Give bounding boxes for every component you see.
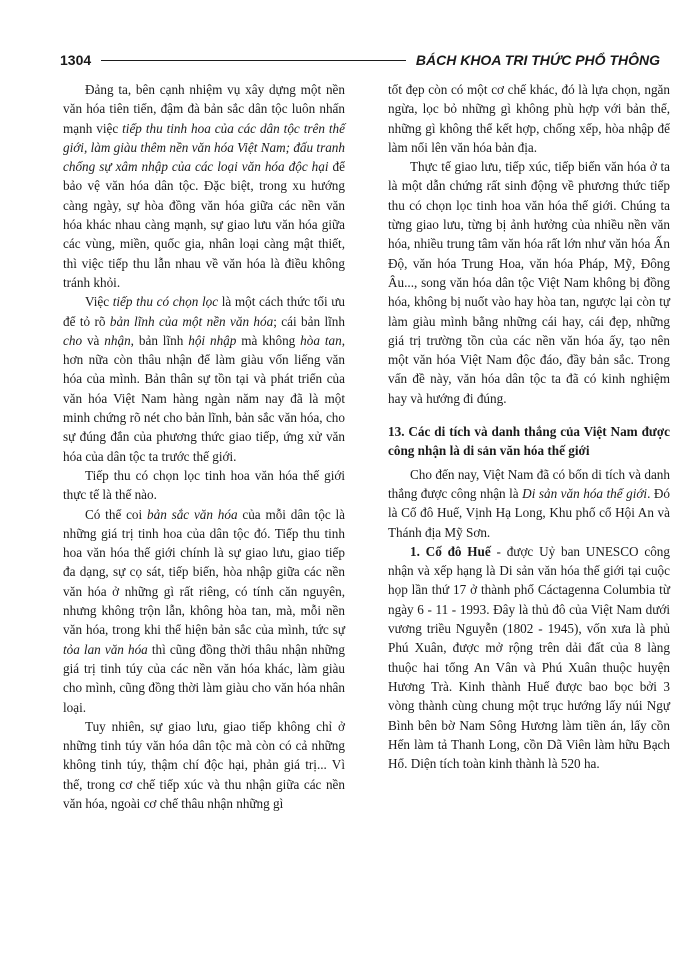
paragraph: Việc tiếp thu có chọn lọc là một cách thức tối ưu để tỏ rõ bản lĩnh của một nền văn hóa; cái bản lĩnh cho và nhận, bản lĩnh hội nhập mà không hòa tan, hơn nữa còn thâu nhận để làm giàu vốn liếng văn hóa của mình. Bản thân sự tồn tại và phát triển của văn hóa Việt Nam hàng ngàn năm nay đã là một minh chứng rõ nét cho bản lĩnh, bản sắc văn hóa, cho sự đúng đắn của phương thức giao tiếp, ứng xử văn hóa của dân tộc ta trước thế giới.: [63, 294, 345, 464]
paragraph: Đảng ta, bên cạnh nhiệm vụ xây dựng một nền văn hóa tiên tiến, đậm đà bản sắc dân tộc luôn nhấn mạnh việc tiếp thu tinh hoa của các dân tộc trên thế giới, làm giàu thêm nền văn hóa Việt Nam; đấu tranh chống sự xâm nhập của các loại văn hóa độc hại để bảo vệ văn hóa dân tộc. Đặc biệt, trong xu hướng càng ngày, sự hòa đồng văn hóa giữa các nền văn hóa khác nhau càng mạnh, sự giao lưu văn hóa giữa các vùng, miền, quốc gia, nhân loại càng mật thiết, thì việc tiếp thu lẫn nhau về văn hóa là điều không tránh khỏi.: [63, 82, 345, 290]
paragraph: Thực tế giao lưu, tiếp xúc, tiếp biến văn hóa ở ta là một dẫn chứng rất sinh động về phương thức tiếp thu có chọn lọc tinh hoa văn hóa thế giới. Chúng ta từng giao lưu, từng bị ảnh hưởng của nhiều nền văn hóa, nhiều trung tâm văn hóa rất lớn như văn hóa Ấn Độ, văn hóa Trung Hoa, văn hóa Pháp, Mỹ, Đông Âu..., song văn hóa dân tộc Việt Nam không bị đồng hóa, không bị nuốt vào hay hòa tan, ngược lại còn tự làm giàu mình bằng những cái hay, cái đẹp, những giá trị trường tồn của các nền văn hóa ấy, tạo nên một văn hóa Việt Nam độc đáo, đầy bản sắc. Trong vấn đề này, văn hóa dân tộc ta đã có kinh nghiệm hay và hướng đi đúng.: [388, 159, 670, 406]
section-heading: 13. Các di tích và danh thắng của Việt Nam được công nhận là di sản văn hóa thế giới: [388, 424, 670, 459]
paragraph: Có thể coi bản sắc văn hóa của mỗi dân tộc là những giá trị tinh hoa của dân tộc đó. Tiếp thu tinh hoa văn hóa thế giới chính là sự giao lưu, giao tiếp đa dạng, sự cọ sát, tiếp biến, hòa nhập giữa các nền văn hóa ở những gì rất riêng, có tính căn nguyên, nhưng không trộn lẫn, không hòa tan, mà, mỗi nền văn hóa, trong khi thể hiện bản sắc của mình, tức sự tỏa lan văn hóa thì cũng đồng thời thâu nhận những giá trị tinh túy của các nền văn hóa khác, làm giàu cho mình, cũng đồng thời làm giàu cho văn hóa nhân loại.: [63, 506, 346, 715]
page-number: 1304: [60, 52, 92, 68]
page-header: [60, 50, 660, 70]
paragraph: Tiếp thu có chọn lọc tinh hoa văn hóa thế giới thực tế là thế nào.: [63, 467, 345, 503]
paragraph: tốt đẹp còn có một cơ chế khác, đó là lựa chọn, ngăn ngừa, lọc bỏ những gì không phù hợp với bản thể, những gì không thể kết hợp, chống xếp, hòa nhập để làm nổi lên văn hóa bản địa.: [388, 82, 670, 155]
item-lead: 1. Cố đô Huế: [410, 543, 491, 559]
header-rule: [101, 60, 406, 61]
paragraph: 1. Cố đô Huế - được Uỷ ban UNESCO công nhận và xếp hạng là Di sản văn hóa thế giới tại cuộc họp lần thứ 17 ở thành phố Cáctagenna Columbia từ ngày 6 - 11 - 1993. Đây là thủ đô của Việt Nam dưới vương triều Nguyễn (1802 - 1945), vốn xưa là phủ Phú Xuân, được mở rộng trên dải đất của 8 làng thuộc hai tổng An Vân và Phú Xuân thuộc huyện Hương Trà. Kinh thành Huế được bao bọc bởi 3 vòng thành cùng chung một trục hướng lấy núi Ngự Bình bên bờ Nam Sông Hương làm tiền án, lấy cồn Hến làm tả Thanh Long, cồn Dã Viên làm hữu Bạch Hổ. Diện tích toàn kinh thành là 520 ha.: [388, 543, 670, 772]
running-title: BÁCH KHOA TRI THỨC PHỔ THÔNG: [415, 52, 660, 68]
paragraph: Cho đến nay, Việt Nam đã có bốn di tích và danh thắng được công nhận là Di sản văn hóa thế giới. Đó là Cố đô Huế, Vịnh Hạ Long, Khu phố cổ Hội An và Thánh địa Mỹ Sơn.: [388, 466, 671, 540]
left-column: [63, 80, 345, 813]
paragraph: Tuy nhiên, sự giao lưu, giao tiếp không chỉ ở những tinh túy văn hóa dân tộc mà còn có cả những không tinh túy, thậm chí độc hại, phản giá trị... Vì thế, trong cơ chế tiếp xúc và thu nhận giữa các nền văn hóa, ngoài cơ chế thâu nhận những gì: [63, 718, 345, 811]
right-column: [388, 80, 670, 773]
